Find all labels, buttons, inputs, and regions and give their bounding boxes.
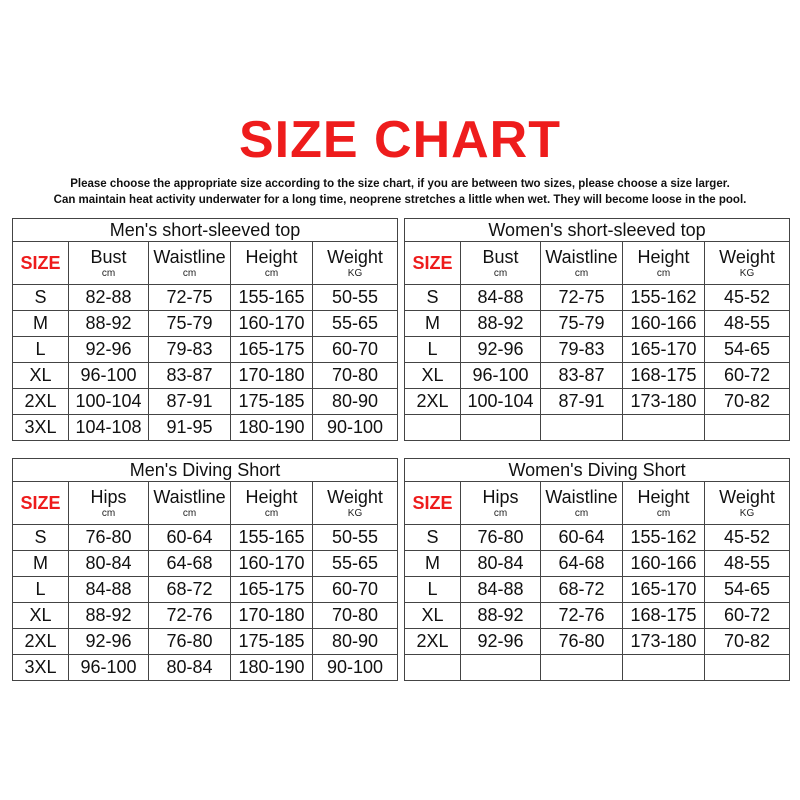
- column-header-unit: cm: [574, 267, 589, 279]
- measurement-cell: [461, 655, 541, 681]
- measurement-cell: 165-175: [231, 337, 313, 363]
- measurement-cell: 70-82: [705, 389, 790, 415]
- measurement-cell: 68-72: [541, 577, 623, 603]
- measurement-cell: 48-55: [705, 551, 790, 577]
- measurement-cell: 175-185: [231, 389, 313, 415]
- measurement-cell: 173-180: [623, 629, 705, 655]
- measurement-cell: 160-166: [623, 551, 705, 577]
- measurement-cell: 72-75: [149, 285, 231, 311]
- table-row: [13, 603, 398, 629]
- column-header-name: Height: [245, 246, 298, 267]
- table-row: [13, 415, 398, 441]
- measurement-cell: [705, 415, 790, 441]
- measurement-cell: 155-165: [231, 525, 313, 551]
- measurement-cell: 160-166: [623, 311, 705, 337]
- table-header-row: [13, 242, 398, 285]
- measurement-cell: 180-190: [231, 415, 313, 441]
- table-row: [13, 551, 398, 577]
- measurement-cell: 82-88: [69, 285, 149, 311]
- size-header-label: SIZE: [20, 252, 61, 273]
- measurement-cell: 88-92: [461, 603, 541, 629]
- measurement-cell: 92-96: [461, 337, 541, 363]
- measurement-cell: 72-76: [149, 603, 231, 629]
- size-cell: 2XL: [405, 629, 461, 655]
- measurement-cell: 80-84: [149, 655, 231, 681]
- measurement-cell: 165-175: [231, 577, 313, 603]
- size-cell: 2XL: [405, 389, 461, 415]
- column-header-name: Weight: [719, 246, 775, 267]
- size-column-header: [405, 242, 461, 285]
- size-cell: S: [13, 285, 69, 311]
- table-caption: Women's short-sleeved top: [405, 219, 790, 242]
- measurement-cell: 72-75: [541, 285, 623, 311]
- table-row: [405, 337, 790, 363]
- measurement-cell: 60-64: [541, 525, 623, 551]
- measurement-cell: 104-108: [69, 415, 149, 441]
- measurement-cell: 70-80: [313, 363, 398, 389]
- measurement-cell: 75-79: [149, 311, 231, 337]
- measurement-cell: 48-55: [705, 311, 790, 337]
- column-header-name: Bust: [90, 246, 127, 267]
- measurement-cell: [541, 415, 623, 441]
- column-header: [461, 482, 541, 525]
- measurement-cell: 84-88: [461, 577, 541, 603]
- size-cell: S: [405, 525, 461, 551]
- column-header: [313, 242, 398, 285]
- measurement-cell: 72-76: [541, 603, 623, 629]
- measurement-cell: 92-96: [461, 629, 541, 655]
- table-row: [13, 629, 398, 655]
- table-header-row: [13, 482, 398, 525]
- column-header: [231, 242, 313, 285]
- column-header: [541, 482, 623, 525]
- measurement-cell: [541, 655, 623, 681]
- measurement-cell: 155-162: [623, 525, 705, 551]
- table-row: [13, 525, 398, 551]
- measurement-cell: 96-100: [69, 655, 149, 681]
- column-header: [313, 482, 398, 525]
- measurement-cell: [623, 415, 705, 441]
- measurement-cell: 168-175: [623, 363, 705, 389]
- measurement-cell: 84-88: [69, 577, 149, 603]
- measurement-cell: 165-170: [623, 577, 705, 603]
- measurement-cell: 170-180: [231, 603, 313, 629]
- column-header-name: Waistline: [545, 486, 618, 507]
- size-cell: L: [405, 577, 461, 603]
- size-cell: XL: [13, 363, 69, 389]
- measurement-cell: 90-100: [313, 655, 398, 681]
- material-note: Can maintain heat activity underwater for a long time, neoprene stretches a little when wet. They will become loose in the pool.: [53, 194, 747, 206]
- size-header-label: SIZE: [20, 492, 61, 513]
- size-header-label: SIZE: [412, 252, 453, 273]
- measurement-cell: 83-87: [541, 363, 623, 389]
- measurement-cell: 75-79: [541, 311, 623, 337]
- size-cell: XL: [405, 363, 461, 389]
- table-row: [405, 655, 790, 681]
- column-header: [541, 242, 623, 285]
- column-header-name: Waistline: [153, 246, 226, 267]
- measurement-cell: 87-91: [541, 389, 623, 415]
- table-mens-top: [12, 218, 398, 441]
- table-caption: Men's Diving Short: [13, 459, 398, 482]
- measurement-cell: [705, 655, 790, 681]
- size-cell: [405, 655, 461, 681]
- measurement-cell: 76-80: [541, 629, 623, 655]
- column-header-unit: cm: [264, 507, 279, 519]
- table-row: [13, 337, 398, 363]
- measurement-cell: 168-175: [623, 603, 705, 629]
- measurement-cell: 60-64: [149, 525, 231, 551]
- measurement-cell: 84-88: [461, 285, 541, 311]
- measurement-cell: 160-170: [231, 311, 313, 337]
- column-header: [623, 482, 705, 525]
- measurement-cell: 60-70: [313, 577, 398, 603]
- measurement-cell: [461, 415, 541, 441]
- column-header-name: Height: [245, 486, 298, 507]
- table-womens-short: [404, 458, 790, 681]
- column-header-name: Height: [637, 246, 690, 267]
- size-cell: XL: [405, 603, 461, 629]
- measurement-cell: 100-104: [461, 389, 541, 415]
- measurement-cell: 50-55: [313, 285, 398, 311]
- column-header-unit: cm: [493, 267, 508, 279]
- measurement-cell: 55-65: [313, 311, 398, 337]
- column-header: [461, 242, 541, 285]
- size-cell: XL: [13, 603, 69, 629]
- column-header: [69, 242, 149, 285]
- column-header-name: Hips: [90, 486, 127, 507]
- column-header: [705, 482, 790, 525]
- column-header-unit: KG: [347, 507, 363, 519]
- measurement-cell: 155-162: [623, 285, 705, 311]
- size-cell: M: [13, 311, 69, 337]
- column-header-name: Weight: [327, 486, 383, 507]
- table-caption: Men's short-sleeved top: [13, 219, 398, 242]
- size-column-header: [13, 482, 69, 525]
- size-column-header: [405, 482, 461, 525]
- size-cell: M: [405, 311, 461, 337]
- table-row: [405, 551, 790, 577]
- measurement-cell: 76-80: [461, 525, 541, 551]
- measurement-cell: 68-72: [149, 577, 231, 603]
- column-header: [231, 482, 313, 525]
- size-cell: 3XL: [13, 655, 69, 681]
- page-title: SIZE CHART: [239, 111, 561, 169]
- column-header-name: Weight: [719, 486, 775, 507]
- measurement-cell: 64-68: [541, 551, 623, 577]
- column-header-unit: cm: [264, 267, 279, 279]
- size-cell: 3XL: [13, 415, 69, 441]
- column-header-unit: cm: [182, 507, 197, 519]
- measurement-cell: 88-92: [461, 311, 541, 337]
- measurement-cell: 80-84: [69, 551, 149, 577]
- measurement-cell: 80-90: [313, 389, 398, 415]
- table-row: [13, 285, 398, 311]
- measurement-cell: 70-82: [705, 629, 790, 655]
- column-header-name: Bust: [482, 246, 519, 267]
- measurement-cell: 165-170: [623, 337, 705, 363]
- column-header-unit: cm: [656, 507, 671, 519]
- measurement-cell: 92-96: [69, 337, 149, 363]
- measurement-cell: 45-52: [705, 525, 790, 551]
- measurement-cell: 79-83: [149, 337, 231, 363]
- column-header-name: Waistline: [153, 486, 226, 507]
- table-row: [405, 577, 790, 603]
- measurement-cell: 64-68: [149, 551, 231, 577]
- measurement-cell: 173-180: [623, 389, 705, 415]
- measurement-cell: 88-92: [69, 311, 149, 337]
- measurement-cell: 96-100: [461, 363, 541, 389]
- size-cell: [405, 415, 461, 441]
- measurement-cell: 100-104: [69, 389, 149, 415]
- column-header-name: Height: [637, 486, 690, 507]
- table-row: [405, 629, 790, 655]
- column-header-unit: KG: [739, 507, 755, 519]
- table-row: [405, 389, 790, 415]
- table-header-row: [405, 482, 790, 525]
- measurement-cell: 80-90: [313, 629, 398, 655]
- column-header: [149, 242, 231, 285]
- table-caption-row: [13, 459, 398, 482]
- column-header: [705, 242, 790, 285]
- size-cell: L: [13, 337, 69, 363]
- size-cell: 2XL: [13, 629, 69, 655]
- table-row: [13, 311, 398, 337]
- measurement-cell: 180-190: [231, 655, 313, 681]
- column-header: [69, 482, 149, 525]
- column-header-unit: cm: [182, 267, 197, 279]
- table-row: [13, 363, 398, 389]
- size-cell: M: [13, 551, 69, 577]
- size-cell: S: [405, 285, 461, 311]
- table-row: [405, 525, 790, 551]
- measurement-cell: 175-185: [231, 629, 313, 655]
- measurement-cell: 87-91: [149, 389, 231, 415]
- size-cell: L: [405, 337, 461, 363]
- measurement-cell: 55-65: [313, 551, 398, 577]
- table-caption: Women's Diving Short: [405, 459, 790, 482]
- measurement-cell: 80-84: [461, 551, 541, 577]
- measurement-cell: 60-72: [705, 603, 790, 629]
- table-row: [405, 363, 790, 389]
- measurement-cell: 76-80: [69, 525, 149, 551]
- column-header-name: Weight: [327, 246, 383, 267]
- column-header-unit: cm: [656, 267, 671, 279]
- column-header-unit: cm: [574, 507, 589, 519]
- measurement-cell: 83-87: [149, 363, 231, 389]
- size-advice-note: Please choose the appropriate size according to the size chart, if you are between two sizes, please choose a size larger.: [70, 178, 730, 190]
- measurement-cell: [623, 655, 705, 681]
- measurement-cell: 88-92: [69, 603, 149, 629]
- measurement-cell: 155-165: [231, 285, 313, 311]
- table-row: [405, 311, 790, 337]
- table-womens-top: [404, 218, 790, 441]
- size-cell: M: [405, 551, 461, 577]
- measurement-cell: 79-83: [541, 337, 623, 363]
- measurement-cell: 54-65: [705, 337, 790, 363]
- measurement-cell: 92-96: [69, 629, 149, 655]
- column-header-name: Waistline: [545, 246, 618, 267]
- size-cell: 2XL: [13, 389, 69, 415]
- column-header: [149, 482, 231, 525]
- table-caption-row: [405, 459, 790, 482]
- table-mens-short: [12, 458, 398, 681]
- measurement-cell: 160-170: [231, 551, 313, 577]
- measurement-cell: 76-80: [149, 629, 231, 655]
- column-header-unit: cm: [101, 507, 116, 519]
- column-header-unit: cm: [101, 267, 116, 279]
- measurement-cell: 90-100: [313, 415, 398, 441]
- table-row: [405, 603, 790, 629]
- measurement-cell: 45-52: [705, 285, 790, 311]
- table-row: [13, 389, 398, 415]
- column-header-unit: cm: [493, 507, 508, 519]
- measurement-cell: 54-65: [705, 577, 790, 603]
- size-cell: L: [13, 577, 69, 603]
- size-cell: S: [13, 525, 69, 551]
- column-header: [623, 242, 705, 285]
- size-header-label: SIZE: [412, 492, 453, 513]
- measurement-cell: 70-80: [313, 603, 398, 629]
- table-header-row: [405, 242, 790, 285]
- table-row: [405, 285, 790, 311]
- measurement-cell: 96-100: [69, 363, 149, 389]
- table-row: [13, 577, 398, 603]
- measurement-cell: 170-180: [231, 363, 313, 389]
- measurement-cell: 60-72: [705, 363, 790, 389]
- column-header-unit: KG: [739, 267, 755, 279]
- measurement-cell: 91-95: [149, 415, 231, 441]
- measurement-cell: 60-70: [313, 337, 398, 363]
- table-row: [13, 655, 398, 681]
- column-header-name: Hips: [482, 486, 519, 507]
- table-caption-row: [13, 219, 398, 242]
- size-column-header: [13, 242, 69, 285]
- table-caption-row: [405, 219, 790, 242]
- table-row: [405, 415, 790, 441]
- measurement-cell: 50-55: [313, 525, 398, 551]
- column-header-unit: KG: [347, 267, 363, 279]
